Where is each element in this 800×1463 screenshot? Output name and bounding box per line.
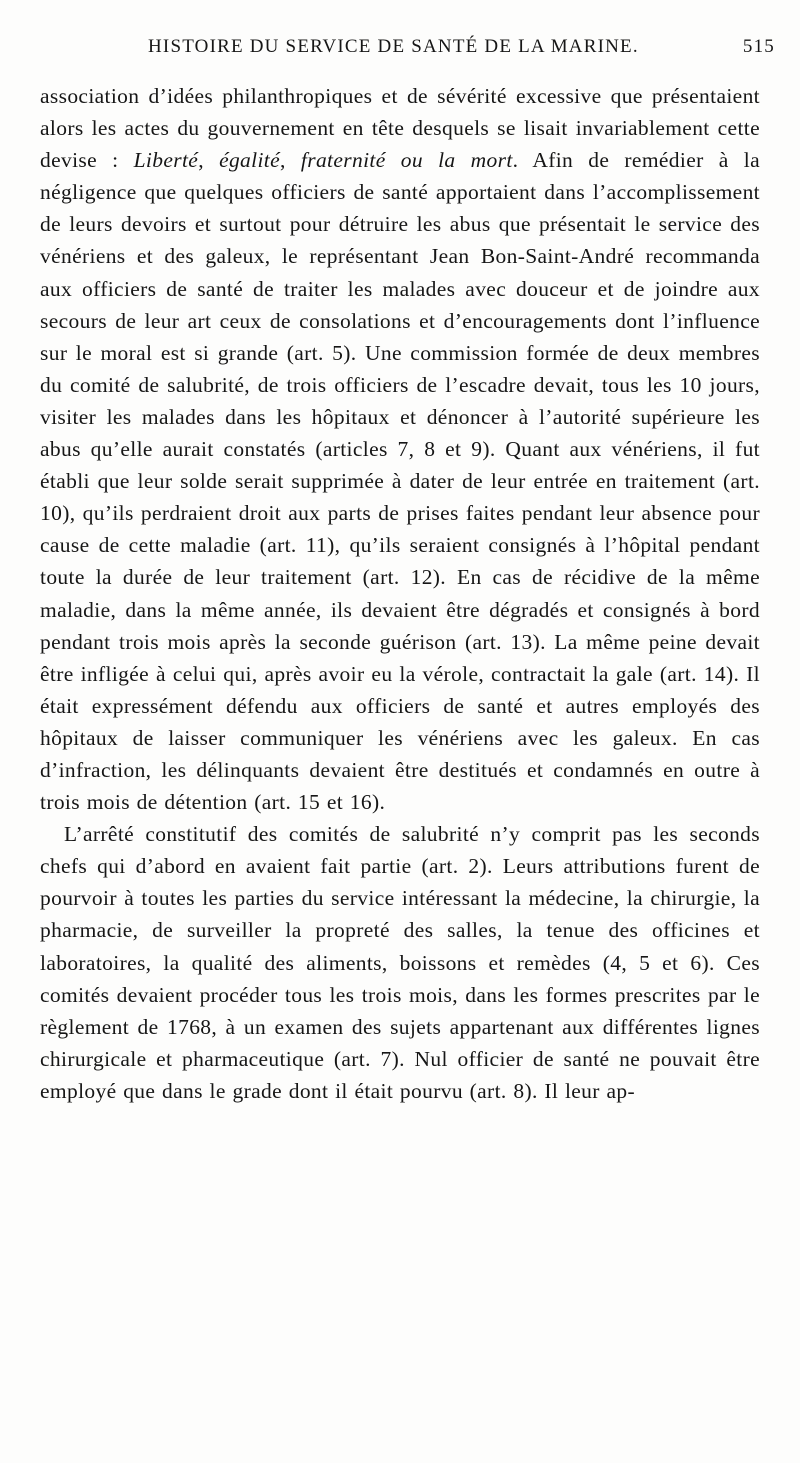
paragraph-1-before-motto: association d’idées philanthropiques et de sévérité excessive que présentaient alors les actes du gouvernement en tête desquels se lisait invariablement cette devise :: [40, 84, 760, 173]
motto-separator-2: ,: [280, 148, 301, 173]
motto-egalite: égalité: [219, 148, 281, 173]
paragraph-1-after-motto: . Afin de remédier à la négligence que quelques officiers de santé apportaient dans l’accomplissement de leurs devoirs et surtout pour détruire les abus que présentait le service des vénériens et des galeux, le représentant Jean Bon-Saint-André recommanda aux officiers de santé de traiter les malades avec douceur et de joindre aux secours de leur art ceux de consolations et d’encouragements dont l’influence sur le moral est si grande (art. 5). Une commission formée de deux membres du comité de salubrité, de trois officiers de l’escadre devait, tous les 10 jours, visiter les malades dans les hôpitaux et dénoncer à l’autorité supérieure les abus qu’elle aurait constatés (articles 7, 8 et 9). Quant aux vénériens, il fut établi que leur solde serait supprimée à dater de leur entrée en traitement (art. 10), qu’ils perdraient droit aux parts de prises faites pendant leur absence pour cause de cette maladie (art. 11), qu’ils seraient consignés à l’hôpital pendant toute la durée de leur traitement (art. 12). En cas de récidive de la même maladie, dans la même année, ils devaient être dégradés et consignés à bord pendant trois mois après la seconde guérison (art. 13). La même peine devait être infligée à celui qui, après avoir eu la vérole, contractait la gale (art. 14). Il était expressément défendu aux officiers de santé et autres employés des hôpitaux de laisser communiquer les vénériens avec les galeux. En cas d’infraction, les délinquants devaient être destitués et condamnés en outre à trois mois de détention (art. 15 et 16).: [40, 148, 760, 815]
paragraph-1: [40, 80, 760, 818]
paragraph-2: L’arrêté constitutif des comités de salubrité n’y comprit pas les seconds chefs qui d’abord en avaient fait partie (art. 2). Leurs attributions furent de pourvoir à toutes les parties du service intéressant la médecine, la chirurgie, la pharmacie, de surveiller la propreté des salles, la tenue des officines et laboratoires, la qualité des aliments, boissons et remèdes (4, 5 et 6). Ces comités devaient procéder tous les trois mois, dans les formes prescrites par le règlement de 1768, à un examen des sujets appartenant aux différentes lignes chirurgicale et pharmaceutique (art. 7). Nul officier de santé ne pouvait être employé que dans le grade dont il était pourvu (art. 8). Il leur ap-: [40, 822, 760, 1103]
body-text: [40, 80, 760, 1107]
running-head: [40, 36, 775, 70]
running-title: HISTOIRE DU SERVICE DE SANTÉ DE LA MARINE.: [148, 36, 639, 57]
motto-separator-1: ,: [198, 148, 220, 173]
motto-liberte: Liberté: [133, 148, 199, 173]
motto-fraternite: fraternité ou la mort: [300, 148, 513, 173]
page-number: 515: [742, 36, 775, 57]
